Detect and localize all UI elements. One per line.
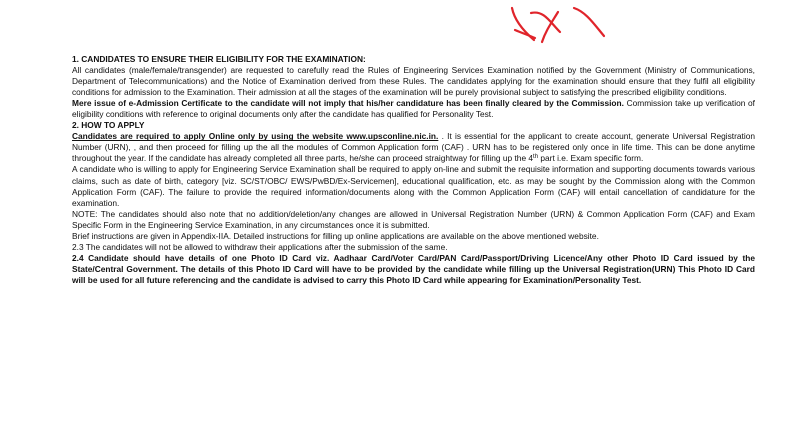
red-handwritten-x-annotation [500,0,620,50]
section-1-heading: 1. CANDIDATES TO ENSURE THEIR ELIGIBILITY FOR THE EXAMINATION: [72,54,366,64]
section-2-heading: 2. HOW TO APPLY [72,120,145,131]
ordinal-superscript: th [533,154,539,161]
section-2-4-photo-id: 2.4 Candidate should have details of one Photo ID Card viz. Aadhaar Card/Voter Card/PAN Card/Passport/Driving Licence/Any other Photo ID Card issued by the State/Central Government. The details of this Photo ID Card will have to be provided by the candidate while filling up the Universal Registration(URN) This Photo ID Card will be used for all future referencing and the candidate is advised to carry this Photo ID Card while appearing for Examination/Personality Test. [72,252,755,285]
section-2-3-withdrawal: 2.3 The candidates will not be allowed to withdraw their applications after the submission of the same. [72,241,448,252]
urn-instructions-text: . It is essential for the applicant to create account, generate Universal Registration Number (URN), , and then proceed for filling up the all the modules of Common Application form (CAF) . URN has to be registered only once in life time. This can be done anytime throughout the year. If the candidate has already completed all three parts, he/she can proceed straightway for filling up the 4 [72,131,755,164]
exam-specific-form-text: part i.e. Exam specific form. [538,153,644,164]
section-2-paragraph-documents: A candidate who is willing to apply for Engineering Service Examination shall be required to apply on-line and submit the requisite information and supporting documents towards various claims, such as date of birth, category [viz. SC/ST/OBC/ EWS/PwBD/Ex-Servicemen], educational qualification, etc. as may be sought by the Commission along with the Common Application Form (CAF). The failure to provide the required information/documents along with the Common Application Form (CAF) will entail cancellation of candidature for the examination. [72,164,755,208]
section-1-paragraph-admission-certificate [72,98,755,120]
section-2-brief-instructions: Brief instructions are given in Appendix-IIA. Detailed instructions for filling up online applications are available on the above mentioned website. [72,230,599,241]
section-2-paragraph-apply-online [72,131,755,164]
verification-text: Commission take up verification of eligibility conditions with reference to original documents only after the candidate has qualified for Personality Test. [72,98,755,120]
notice-document [72,54,755,286]
apply-online-website-text: Candidates are required to apply Online only by using the website www.upsconline.nic.in. [72,131,439,142]
section-1-paragraph-eligibility: All candidates (male/female/transgender) are requested to carefully read the Rules of Engineering Services Examination notified by the Government (Ministry of Communications, Department of Telecommunications) and the Notice of Examination derived from these Rules. The candidates applying for the examination should ensure that they fulfil all eligibility conditions for admission to the Examination. Their admission at all the stages of the examination will be purely provisional subject to satisfying the prescribed eligibility conditions. [72,65,755,98]
section-2-note: NOTE: The candidates should also note that no addition/deletion/any changes are allowed in Universal Registration Number (URN) & Common Application Form (CAF) and Exam Specific Form in the Engineering Service Examination, in any circumstances once it is submitted. [72,208,755,230]
admission-certificate-bold-text: Mere issue of e-Admission Certificate to the candidate will not imply that his/her candidature has been finally cleared by the Commission. [72,98,624,109]
